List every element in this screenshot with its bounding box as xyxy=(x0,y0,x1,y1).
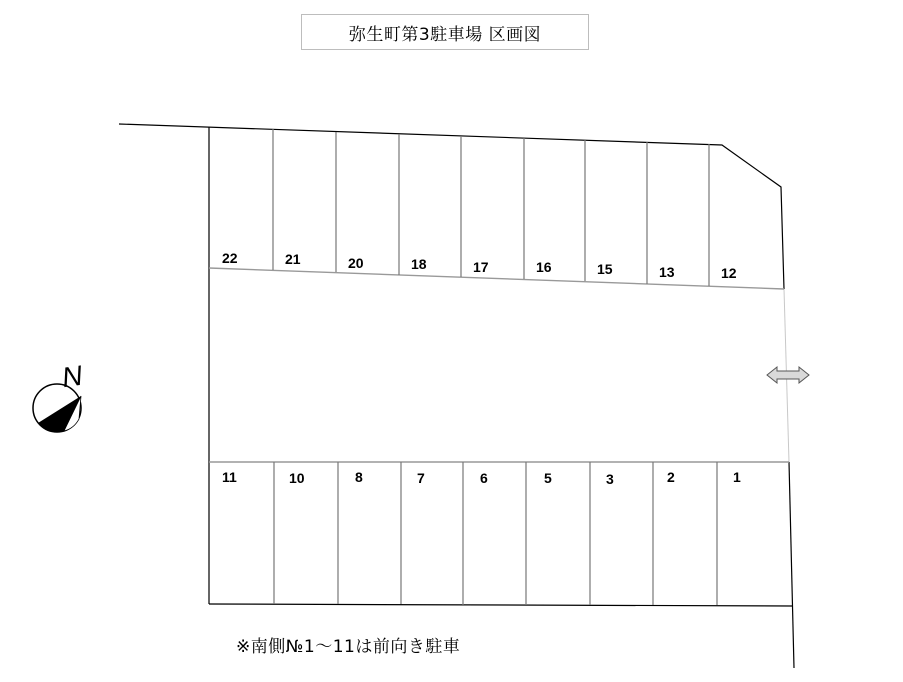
space-number: 21 xyxy=(285,251,301,267)
space-number: 15 xyxy=(597,261,613,277)
space-number: 7 xyxy=(417,470,425,486)
space-number: 18 xyxy=(411,256,427,272)
north-row-dividers xyxy=(273,129,709,286)
south-row-labels xyxy=(222,469,741,487)
space-number: 2 xyxy=(667,469,675,485)
lot-boundary-north xyxy=(119,124,784,289)
space-number: 8 xyxy=(355,469,363,485)
south-row-dividers xyxy=(274,462,717,605)
parking-note: ※南側№1～11は前向き駐車 xyxy=(236,637,461,657)
south-row-back-line xyxy=(209,604,792,606)
space-number: 22 xyxy=(222,250,238,266)
space-number: 1 xyxy=(733,469,741,485)
double-arrow-icon xyxy=(767,367,809,383)
page-title: 弥生町第3駐車場 区画図 xyxy=(301,14,589,50)
space-number: 5 xyxy=(544,470,552,486)
space-number: 6 xyxy=(480,470,488,486)
space-number: 20 xyxy=(348,255,364,271)
space-number: 17 xyxy=(473,259,489,275)
north-row-front-line xyxy=(209,268,784,289)
space-number: 3 xyxy=(606,471,614,487)
space-number: 12 xyxy=(721,265,737,281)
space-number: 13 xyxy=(659,264,675,280)
lot-boundary-east xyxy=(789,462,794,668)
space-number: 10 xyxy=(289,470,305,486)
space-number: 11 xyxy=(222,469,237,485)
north-row-labels xyxy=(222,250,737,281)
space-number: 16 xyxy=(536,259,552,275)
compass-label: N xyxy=(60,359,85,394)
north-arrow-icon xyxy=(33,360,85,432)
